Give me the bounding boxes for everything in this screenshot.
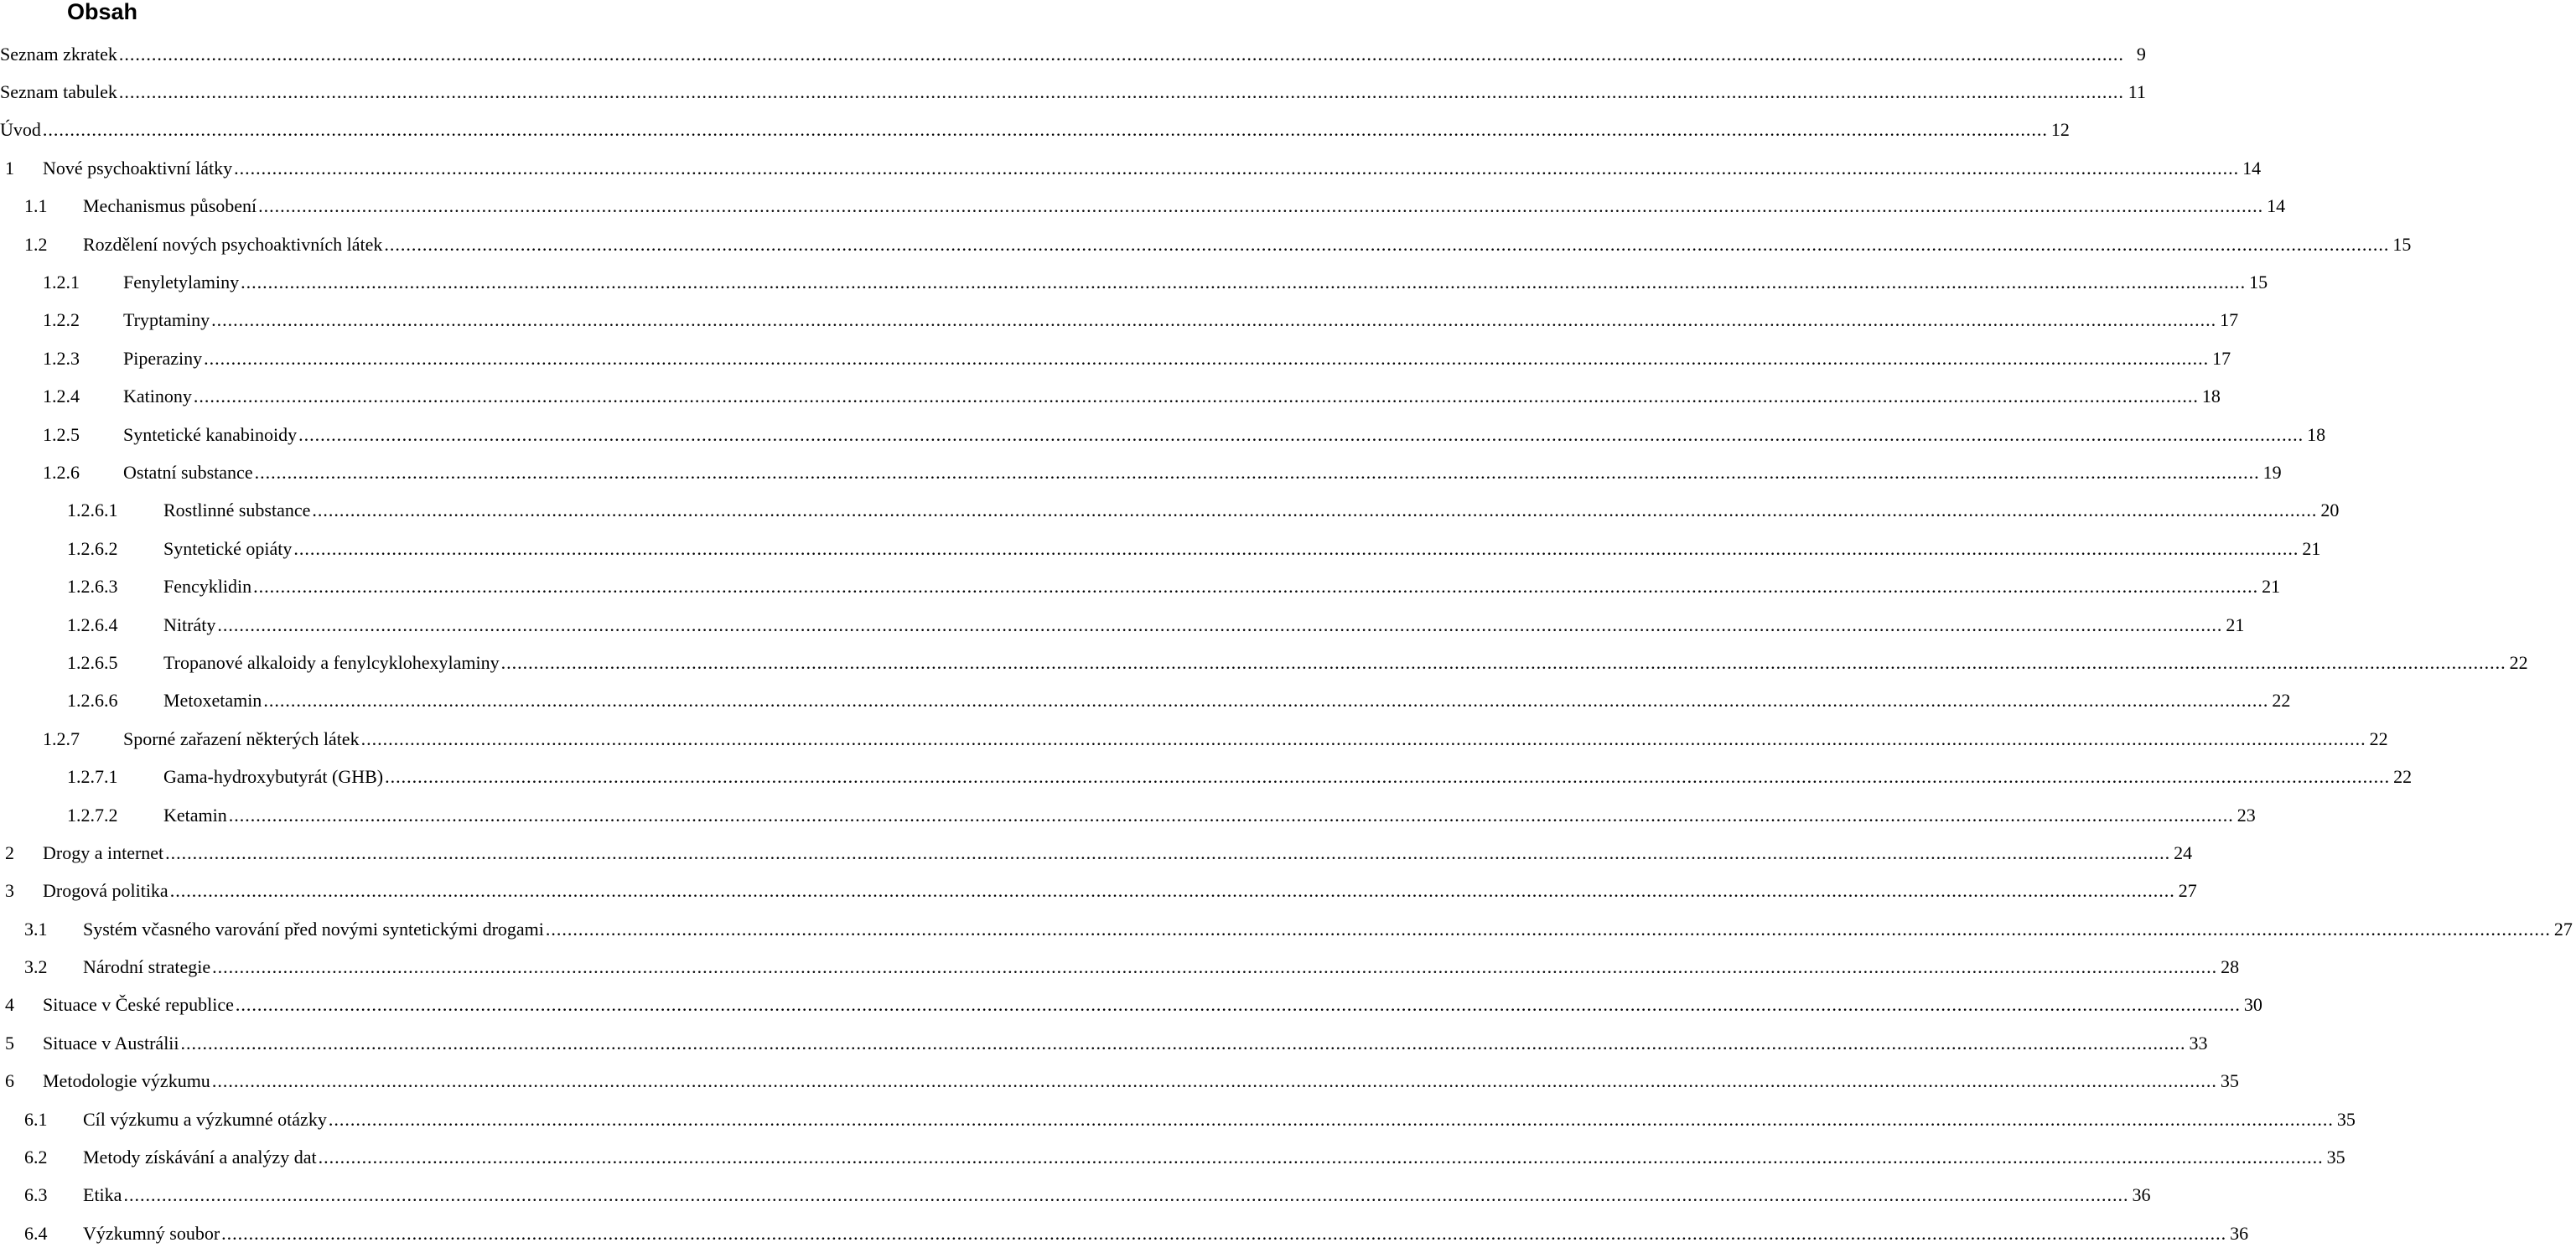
dot-leader	[212, 1070, 2217, 1092]
toc-entry-page-number: 9	[2136, 43, 2146, 65]
toc-entry-page-number: 17	[2212, 347, 2231, 369]
dot-leader	[241, 272, 2246, 293]
toc-entry-title[interactable]: Ketamin	[163, 804, 227, 826]
toc-entry-title[interactable]: Nové psychoaktivní látky	[43, 157, 233, 179]
toc-entry-number: 4	[5, 994, 14, 1016]
toc-entry[interactable]	[0, 986, 2262, 1024]
toc-entry-number: 1.2.6.1	[67, 500, 118, 521]
toc-entry[interactable]	[0, 606, 2245, 644]
toc-entry-page-number: 22	[2369, 727, 2388, 749]
toc-entry-page-number: 22	[2393, 766, 2413, 788]
dot-leader	[194, 386, 2199, 407]
toc-entry-number: 1.2.5	[43, 423, 80, 445]
toc-entry[interactable]	[0, 872, 2197, 910]
toc-entry[interactable]	[0, 682, 2291, 720]
toc-entry-title[interactable]: Seznam tabulek	[0, 81, 117, 103]
toc-entry-number: 1.2.2	[43, 309, 80, 331]
toc-entry-number: 1.2.4	[43, 386, 80, 407]
dot-leader	[229, 805, 2234, 826]
page-title: Obsah	[67, 0, 138, 24]
dot-leader	[319, 1147, 2324, 1168]
toc-entry[interactable]	[0, 149, 2262, 187]
toc-entry-page-number: 15	[2249, 272, 2268, 293]
toc-entry[interactable]	[0, 188, 2286, 225]
toc-entry-title[interactable]: Ostatní substance	[123, 461, 253, 483]
toc-entry-title[interactable]: Výzkumný soubor	[83, 1222, 220, 1244]
toc-entry-number: 1.2.7.1	[67, 766, 118, 788]
toc-entry-page-number: 22	[2509, 651, 2528, 673]
toc-entry[interactable]	[0, 567, 2281, 605]
toc-entry-number: 1	[5, 157, 14, 179]
toc-entry-title[interactable]: Cíl výzkumu a výzkumné otázky	[83, 1108, 327, 1130]
toc-entry-number: 6.3	[24, 1184, 48, 1206]
toc-entry-number: 1.2.6.4	[67, 614, 118, 635]
dot-leader	[258, 195, 2263, 217]
toc-entry-title[interactable]: Úvod	[0, 119, 41, 141]
toc-entry-number: 3.1	[24, 918, 48, 940]
toc-entry-title[interactable]: Metoxetamin	[163, 690, 262, 712]
dot-leader	[546, 919, 2551, 940]
toc-entry-page-number: 35	[2220, 1070, 2239, 1092]
dot-leader	[293, 538, 2299, 560]
dot-leader	[361, 728, 2366, 750]
toc-entry-page-number: 24	[2174, 841, 2193, 863]
dot-leader	[385, 766, 2390, 788]
toc-entry-title[interactable]: Národní strategie	[83, 956, 211, 978]
toc-entry[interactable]	[0, 111, 2070, 149]
dot-leader	[298, 424, 2304, 446]
toc-entry-number: 1.2	[24, 233, 48, 255]
toc-entry-page-number: 21	[2262, 576, 2281, 598]
dot-leader	[119, 81, 2124, 103]
toc-entry[interactable]	[0, 796, 2256, 834]
toc-entry[interactable]	[0, 1100, 2356, 1138]
toc-entry-page-number: 11	[2128, 81, 2146, 103]
toc-entry-page-number: 23	[2237, 804, 2256, 826]
toc-entry-title[interactable]: Drogy a internet	[43, 841, 164, 863]
toc-entry-number: 1.2.6.6	[67, 690, 118, 712]
toc-entry-page-number: 18	[2307, 423, 2326, 445]
toc-entry-page-number: 14	[2267, 195, 2286, 217]
toc-entry[interactable]	[0, 834, 2193, 872]
toc-entry-page-number: 22	[2272, 690, 2291, 712]
toc-entry-title[interactable]: Rostlinné substance	[163, 500, 311, 521]
toc-entry-page-number: 17	[2220, 309, 2239, 331]
dot-leader	[165, 842, 2170, 864]
toc-entry[interactable]	[0, 225, 2412, 263]
toc-entry[interactable]	[0, 720, 2388, 758]
toc-entry-number: 6.4	[24, 1222, 48, 1244]
toc-entry[interactable]	[0, 530, 2321, 567]
toc-entry-number: 1.2.3	[43, 347, 80, 369]
dot-leader	[170, 880, 2175, 902]
dot-leader	[119, 44, 2124, 65]
toc-entry-number: 1.2.7	[43, 727, 80, 749]
toc-entry-number: 1.2.1	[43, 272, 80, 293]
toc-entry-page-number: 28	[2221, 956, 2240, 978]
toc-entry[interactable]	[0, 73, 2146, 111]
dot-leader	[204, 348, 2209, 370]
toc-entry-number: 1.2.6	[43, 461, 80, 483]
toc-entry-title[interactable]: Metody získávání a analýzy dat	[83, 1147, 317, 1168]
dot-leader	[212, 956, 2217, 978]
toc-entry-page-number: 20	[2320, 500, 2340, 521]
dot-leader	[234, 158, 2239, 179]
toc-entry-title[interactable]: Seznam zkratek	[0, 43, 117, 65]
toc-entry-title[interactable]: Fenyletylaminy	[123, 272, 240, 293]
toc-entry-page-number: 36	[2230, 1222, 2249, 1244]
toc-entry-title[interactable]: Systém včasného varování před novými syntetickými drogami	[83, 918, 544, 940]
dot-leader	[211, 309, 2216, 331]
toc-entry-title[interactable]: Etika	[83, 1184, 122, 1206]
dot-leader	[253, 576, 2258, 598]
toc-entry[interactable]	[0, 910, 2573, 948]
toc-entry-title[interactable]: Situace v České republice	[43, 994, 234, 1016]
toc-entry-title[interactable]: Situace v Austrálii	[43, 1032, 179, 1054]
toc-entry-number: 2	[5, 841, 14, 863]
toc-entry-page-number: 27	[2553, 918, 2573, 940]
dot-leader	[312, 500, 2317, 521]
toc-entry[interactable]	[0, 339, 2231, 377]
toc-entry[interactable]	[0, 263, 2268, 301]
dot-leader	[501, 652, 2506, 674]
dot-leader	[181, 1033, 2186, 1054]
toc-entry[interactable]	[0, 416, 2326, 453]
dot-leader	[384, 234, 2389, 256]
toc-entry-page-number: 14	[2242, 157, 2262, 179]
toc-entry-title[interactable]: Fencyklidin	[163, 576, 252, 598]
toc-entry-page-number: 12	[2050, 119, 2070, 141]
table-of-contents	[0, 35, 2573, 1253]
toc-entry-number: 1.1	[24, 195, 48, 217]
dot-leader	[263, 690, 2268, 712]
toc-entry-page-number: 33	[2189, 1032, 2208, 1054]
toc-entry-title[interactable]: Drogová politika	[43, 880, 168, 902]
toc-entry-number: 6	[5, 1070, 14, 1092]
toc-entry-title[interactable]: Piperaziny	[123, 347, 203, 369]
toc-entry-title[interactable]: Syntetické kanabinoidy	[123, 423, 298, 445]
dot-leader	[236, 994, 2241, 1016]
toc-entry-title[interactable]: Mechanismus působení	[83, 195, 257, 217]
toc-entry-title[interactable]: Syntetické opiáty	[163, 537, 293, 559]
toc-entry-page-number: 35	[2326, 1147, 2345, 1168]
toc-entry-title[interactable]: Nitráty	[163, 614, 216, 635]
toc-entry[interactable]	[0, 644, 2528, 681]
toc-entry-title[interactable]: Metodologie výzkumu	[43, 1070, 210, 1092]
dot-leader	[217, 614, 2222, 636]
toc-entry-page-number: 35	[2336, 1108, 2356, 1130]
toc-entry-number: 5	[5, 1032, 14, 1054]
toc-entry-number: 6.2	[24, 1147, 48, 1168]
toc-entry-number: 1.2.7.2	[67, 804, 118, 826]
toc-entry-title[interactable]: Tropanové alkaloidy a fenylcyklohexylaminy	[163, 651, 500, 673]
toc-entry[interactable]	[0, 1177, 2151, 1214]
dot-leader	[255, 462, 2260, 484]
toc-entry-title[interactable]: Tryptaminy	[123, 309, 210, 331]
toc-entry[interactable]	[0, 1214, 2249, 1252]
toc-entry-number: 1.2.6.2	[67, 537, 118, 559]
toc-entry-page-number: 21	[2226, 614, 2245, 635]
toc-entry-title[interactable]: Gama-hydroxybutyrát (GHB)	[163, 766, 384, 788]
toc-entry[interactable]	[0, 302, 2239, 339]
toc-entry-number: 3	[5, 880, 14, 902]
dot-leader	[221, 1223, 2226, 1245]
toc-entry[interactable]	[0, 1024, 2208, 1062]
dot-leader	[43, 119, 2048, 141]
toc-entry-title[interactable]: Rozdělení nových psychoaktivních látek	[83, 233, 383, 255]
dot-leader	[329, 1109, 2334, 1131]
toc-entry[interactable]	[0, 378, 2221, 416]
toc-entry[interactable]	[0, 948, 2240, 986]
toc-entry-number: 6.1	[24, 1108, 48, 1130]
toc-entry[interactable]	[0, 1138, 2345, 1176]
toc-entry-page-number: 19	[2262, 461, 2282, 483]
toc-entry-number: 1.2.6.5	[67, 651, 118, 673]
toc-entry-title[interactable]: Katinony	[123, 386, 192, 407]
toc-entry-page-number: 30	[2243, 994, 2262, 1016]
toc-entry[interactable]	[0, 492, 2340, 530]
toc-entry-page-number: 15	[2392, 233, 2412, 255]
toc-entry[interactable]	[0, 35, 2146, 73]
toc-entry-page-number: 27	[2178, 880, 2197, 902]
toc-entry-title[interactable]: Sporné zařazení některých látek	[123, 727, 360, 749]
toc-entry-page-number: 21	[2302, 537, 2321, 559]
toc-entry-number: 3.2	[24, 956, 48, 978]
toc-entry-number: 1.2.6.3	[67, 576, 118, 598]
toc-entry-page-number: 36	[2132, 1184, 2151, 1206]
toc-entry[interactable]	[0, 453, 2282, 491]
toc-entry-page-number: 18	[2201, 386, 2221, 407]
toc-entry[interactable]	[0, 1063, 2239, 1100]
toc-entry[interactable]	[0, 758, 2413, 795]
dot-leader	[123, 1184, 2128, 1206]
